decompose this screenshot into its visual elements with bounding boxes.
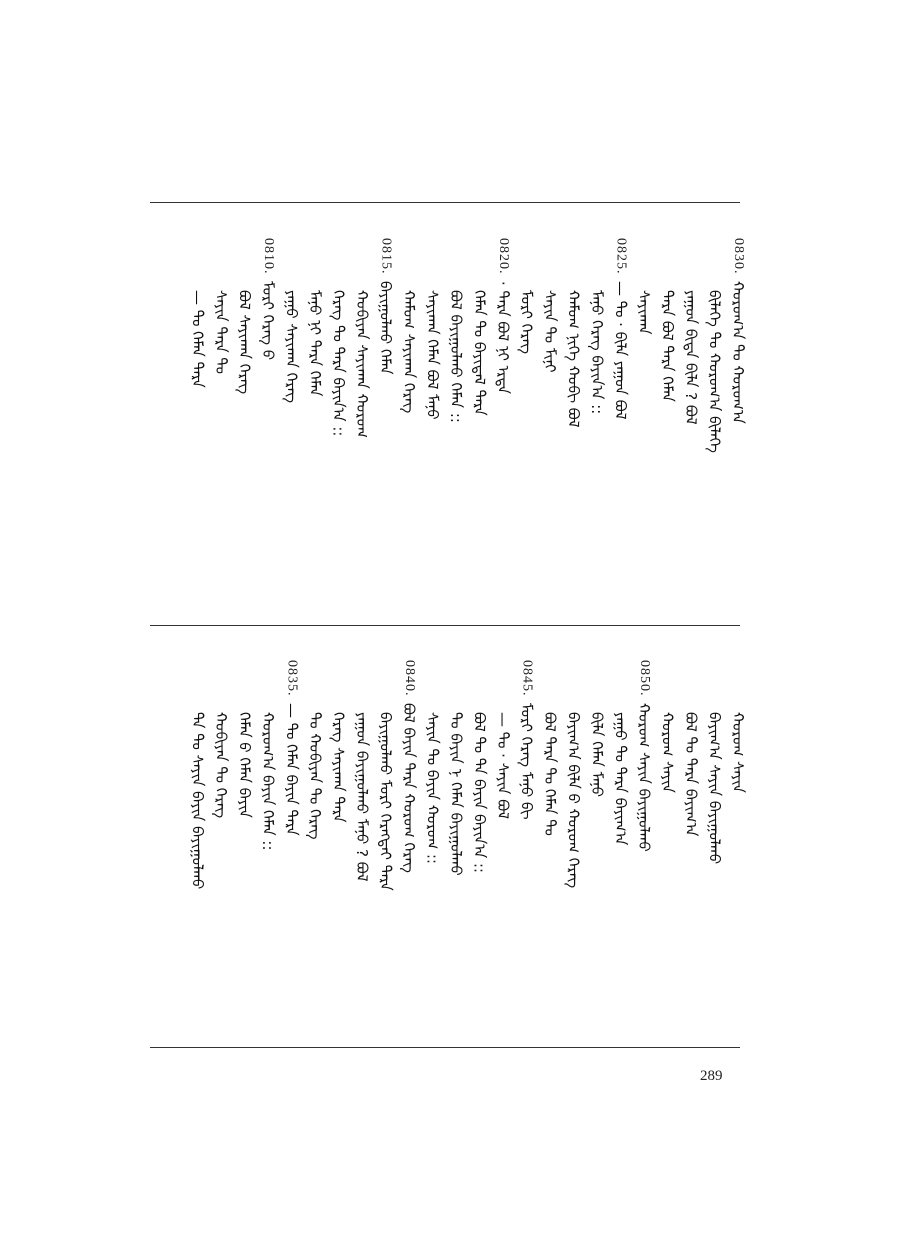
verse-line: ᠰᠠᠶᠢᠬᠠᠨ ᠬᠡᠮᠡᠨ ᠪᠣᠯ ᠮᠠᠨᠤ bbox=[423, 290, 442, 420]
verse-column bbox=[349, 238, 375, 670]
verse-line: ᠮᠠᠨᠤ ᠨᠢ ᠲᠡᠷᠡ ᠬᠡᠮᠡᠨ bbox=[306, 290, 324, 397]
verse-column bbox=[702, 238, 728, 670]
verse-column bbox=[561, 238, 587, 670]
line-number: 0810. bbox=[261, 238, 276, 275]
verse-line: ᠬᠤᠪᠢᠶᠠᠨ ᠰᠠᠶᠢᠬᠠᠨ ᠬᠤᠷᠤᠭ bbox=[353, 290, 371, 438]
verse-column bbox=[678, 238, 704, 670]
verse-column bbox=[561, 660, 587, 1092]
verse-line: ᠪᠣᠯ ᠲᠤ ᠲᠡ ᠪᠠᠶᠢᠨ ᠪᠠᠶᠢᠨ᠎ᠠ :: bbox=[470, 712, 489, 874]
verse-line: ᠮᠣᠷᠢ ᠬᠡᠷᠡᠭ bbox=[517, 290, 536, 355]
verse-line: ᠬᠤᠷᠤᠭ᠎ᠠ ᠪᠠᠶᠢᠨ ᠬᠡᠮᠡᠨ :: bbox=[259, 712, 277, 851]
verse-line: ᠬᠠᠮᠤᠭ ᠰᠠᠶᠢᠬᠠᠨ ᠬᠡᠷᠡᠭ bbox=[400, 290, 418, 414]
verse-line: ᠪᠢᠯᠡ ᠬᠡᠮᠡᠨ ᠮᠠᠨᠤ bbox=[588, 712, 606, 798]
line-number: 0830. bbox=[731, 238, 746, 275]
line-number: 0850. bbox=[637, 660, 652, 697]
middle-rule bbox=[150, 625, 740, 626]
verse-column bbox=[514, 238, 540, 670]
verse-column bbox=[702, 660, 728, 1092]
verse-column bbox=[467, 660, 493, 1092]
verse-column bbox=[349, 660, 375, 1092]
verse-line: ᠶᠠᠭᠤᠨ ᠪᠢᠳᠡ ᠪᠢᠯᠡ ? ᠪᠣᠯ bbox=[682, 290, 700, 425]
verse-column bbox=[185, 660, 211, 1092]
verse-line: — ᠲᠤ ᠬᠡᠮᠡᠨ ᠲᠡᠷᠡ bbox=[188, 290, 207, 388]
verse-line: ᠬᠤᠪᠢᠶᠠᠨ ᠲᠤ ᠬᠡᠷᠡᠭ bbox=[212, 712, 230, 819]
verse-column bbox=[584, 238, 610, 670]
verse-column bbox=[185, 238, 211, 670]
verse-column bbox=[255, 238, 281, 618]
verse-line: ᠬᠡᠷᠡᠭ ᠰᠠᠶᠢᠬᠠᠨ ᠲᠡᠷᠡ bbox=[329, 712, 348, 823]
verse-line: ᠬᠤᠷᠤᠭ ᠰᠠᠶᠢᠨ bbox=[658, 712, 677, 793]
verse-line: ᠬᠤᠷᠤᠭ ᠰᠠᠶᠢᠨ bbox=[729, 712, 747, 793]
verse-line: ᠬᠤᠷᠤᠭ ᠰᠠᠶᠢᠨ ᠪᠠᠶᠢᠭᠤᠯᠬᠤ bbox=[635, 702, 653, 852]
verse-column bbox=[255, 660, 281, 1092]
verse-line: · ᠲᠡᠷᠡ ᠪᠣᠯ ᠨᠢ ᠡᠷᠲᠡ bbox=[494, 280, 512, 394]
line-number: 0815. bbox=[378, 238, 394, 275]
lower-verse-block bbox=[150, 660, 747, 1040]
verse-column bbox=[490, 238, 516, 618]
verse-column bbox=[420, 238, 446, 670]
line-number: 0825. bbox=[613, 238, 629, 275]
verse-line: ᠬᠡᠮᠡᠨ ᠪ ᠬᠡᠮᠡᠨ ᠪᠠᠶᠢᠨ bbox=[235, 712, 254, 818]
verse-line: ᠪᠠᠶᠢᠭᠤᠯᠬᠤ ᠬᠡᠮᠡᠨ bbox=[376, 280, 395, 375]
verse-column bbox=[608, 238, 634, 618]
verse-line: ᠶᠠᠭᠤ ᠲᠤ ᠲᠡᠷᠡ ᠪᠠᠶᠢᠭ᠎ᠠ bbox=[611, 712, 630, 846]
bottom-rule bbox=[150, 1047, 740, 1048]
line-number: 0835. bbox=[284, 660, 300, 697]
verse-line: ᠲᠤ ᠬᠤᠪᠢᠶᠠᠨ ᠲᠤ ᠬᠡᠷᠡᠭ bbox=[306, 712, 324, 840]
verse-line: ᠪᠣᠯ ᠪᠠᠶᠢᠭᠤᠯᠬᠤ ᠬᠡᠮᠡᠨ :: bbox=[447, 290, 465, 423]
verse-column bbox=[302, 238, 328, 670]
verse-line: ᠬᠡᠷᠡᠭ ᠲᠤ ᠲᠡᠷᠡ ᠪᠠᠶᠢᠨ᠎ᠠ :: bbox=[329, 290, 348, 437]
verse-column bbox=[373, 660, 399, 1092]
verse-line: — ᠲᠤ · ᠰᠠᠶᠢᠨ ᠪᠣᠯ bbox=[494, 712, 512, 819]
verse-line: ᠪᠠᠶᠢᠭ᠎ᠠ ᠰᠠᠶᠢᠨ ᠪᠠᠶᠢᠭᠤᠯᠬᠤ bbox=[705, 712, 724, 865]
verse-column bbox=[467, 238, 493, 670]
verse-column bbox=[326, 238, 352, 670]
verse-line: ᠰᠠᠶᠢᠨ ᠲᠡᠷᠡ ᠲᠤ bbox=[212, 290, 230, 375]
verse-line: ᠪᠠᠶᠢᠭ᠎ᠠ ᠪᠢᠯᠡ ᠪ ᠬᠤᠷᠤᠭ ᠬᠡᠷᠡᠭ bbox=[564, 712, 583, 889]
line-number: 0840. bbox=[402, 660, 417, 697]
verse-line: ᠬᠡᠮᠡᠨ ᠲᠤ ᠪᠠᠶᠢᠳᠠᠯ ᠲᠡᠷᠡ bbox=[470, 290, 489, 416]
verse-column bbox=[373, 238, 399, 618]
verse-column bbox=[631, 238, 657, 670]
verse-line: ᠰᠠᠶᠢᠬᠠᠨ bbox=[635, 290, 653, 335]
verse-line: ᠮᠣᠷᠢ ᠬᠡᠷᠡᠭ ᠪ bbox=[259, 280, 277, 360]
verse-column bbox=[608, 660, 634, 1092]
verse-line: ᠲᠡ ᠲᠤ ᠰᠠᠶᠢᠨ ᠪᠠᠶᠢᠨ ᠪᠠᠶᠢᠭᠤᠯᠬᠤ bbox=[188, 712, 207, 890]
verse-column bbox=[490, 660, 516, 1092]
verse-line: — ᠲᠤ ᠬᠡᠮᠡᠨ ᠪᠠᠶᠢᠨ ᠲᠡᠷᠡ bbox=[282, 702, 301, 836]
verse-column bbox=[514, 660, 540, 1040]
verse-line: ᠰᠠᠶᠢᠨ ᠲᠤ ᠪᠠᠶᠢᠨ ᠬᠤᠷᠤᠭ :: bbox=[423, 712, 442, 865]
verse-line: ᠬᠤᠷᠤᠭ᠎ᠠ ᠲᠤ ᠬᠤᠷᠤᠭ᠎ᠠ bbox=[729, 280, 747, 424]
verse-column bbox=[396, 238, 422, 670]
verse-line: ᠰᠠᠶᠢᠨ ᠲᠤ ᠮᠢᠨᠢ bbox=[541, 290, 559, 373]
verse-column bbox=[208, 238, 234, 670]
upper-verse-block bbox=[150, 238, 747, 618]
verse-column bbox=[655, 238, 681, 670]
verse-line: ᠪᠣᠯ ᠰᠠᠶᠢᠬᠠᠨ ᠬᠡᠷᠡᠭ bbox=[235, 290, 254, 395]
verse-line: ᠬᠠᠮᠤᠭ ᠨᠢᠭᠡ ᠬᠤᠪᠢ ᠪᠣᠯ bbox=[564, 290, 583, 428]
verse-column bbox=[279, 660, 305, 1040]
verse-line: ᠪᠢᠯᠡᠭᠡ ᠲᠤ ᠬᠤᠷᠤᠭ᠎ᠠ ᠪᠢᠯᠡᠭᠡ bbox=[705, 290, 724, 454]
verse-column bbox=[326, 660, 352, 1092]
verse-column bbox=[537, 238, 563, 670]
verse-column bbox=[655, 660, 681, 1092]
verse-column bbox=[725, 660, 751, 1092]
verse-line: ᠪᠠᠶᠢᠭᠤᠯᠬᠤ ᠮᠣᠷᠢ ᠬᠡᠷᠡᠭᠲᠡᠢ ᠲᠡᠷᠡ bbox=[376, 712, 395, 891]
verse-column bbox=[232, 238, 258, 670]
verse-column bbox=[279, 238, 305, 670]
verse-column bbox=[631, 660, 657, 1040]
verse-column bbox=[396, 660, 422, 1040]
verse-column bbox=[725, 238, 751, 618]
verse-line: ᠶᠠᠭᠤᠨ ᠪᠠᠶᠢᠭᠤᠯᠬᠤ ᠮᠠᠨᠤ ? ᠪᠣᠯ bbox=[353, 712, 371, 882]
line-number: 0845. bbox=[519, 660, 535, 697]
verse-column bbox=[302, 660, 328, 1092]
line-number: 0820. bbox=[496, 238, 511, 275]
verse-column bbox=[678, 660, 704, 1092]
verse-line: ᠪᠣᠯ ᠪᠠᠶᠢᠨ ᠲᠡᠷᠡ ᠬᠤᠷᠤᠭ ᠬᠡᠷᠡᠭ bbox=[400, 702, 418, 873]
verse-column bbox=[584, 660, 610, 1092]
verse-column bbox=[232, 660, 258, 1092]
verse-column bbox=[420, 660, 446, 1092]
verse-line: ᠲᠤ ᠪᠠᠶᠢᠨ ᠨ ᠬᠡᠮᠡᠨ ᠪᠠᠶᠢᠭᠤᠯᠬᠤ bbox=[447, 712, 465, 876]
verse-column bbox=[443, 238, 469, 670]
verse-line: — ᠲᠤ · ᠪᠢᠯᠡ ᠶᠠᠭᠤᠨ ᠪᠣᠯ bbox=[611, 280, 630, 420]
verse-line: ᠶᠠᠭᠤ ᠰᠠᠶᠢᠬᠠᠨ ᠬᠡᠷᠡᠭ bbox=[282, 290, 301, 404]
verse-line: ᠲᠡᠷᠡ ᠪᠣᠯ ᠲᠡᠷᠡ ᠬᠡᠮᠡᠨ bbox=[658, 290, 677, 402]
top-rule bbox=[150, 202, 740, 203]
verse-column bbox=[208, 660, 234, 1092]
verse-line: ᠪᠣᠯ ᠲᠤ ᠲᠡᠷᠡ ᠪᠠᠶᠢᠭ᠎ᠠ bbox=[682, 712, 700, 837]
page-number: 289 bbox=[700, 1068, 723, 1084]
verse-column bbox=[443, 660, 469, 1092]
verse-column bbox=[537, 660, 563, 1092]
verse-line: ᠮᠠᠨᠤ ᠬᠡᠷᠡᠭ ᠪᠠᠶᠢᠨ᠎ᠠ :: bbox=[588, 290, 606, 415]
verse-line: ᠮᠣᠷᠢ ᠬᠡᠷᠡᠭ ᠮᠠᠨᠤ ᠪᠢ bbox=[517, 702, 536, 820]
verse-line: ᠪᠣᠯ ᠲᠡᠷᠡ ᠲᠤ ᠬᠡᠮᠡᠨ ᠲᠤ bbox=[541, 712, 559, 836]
